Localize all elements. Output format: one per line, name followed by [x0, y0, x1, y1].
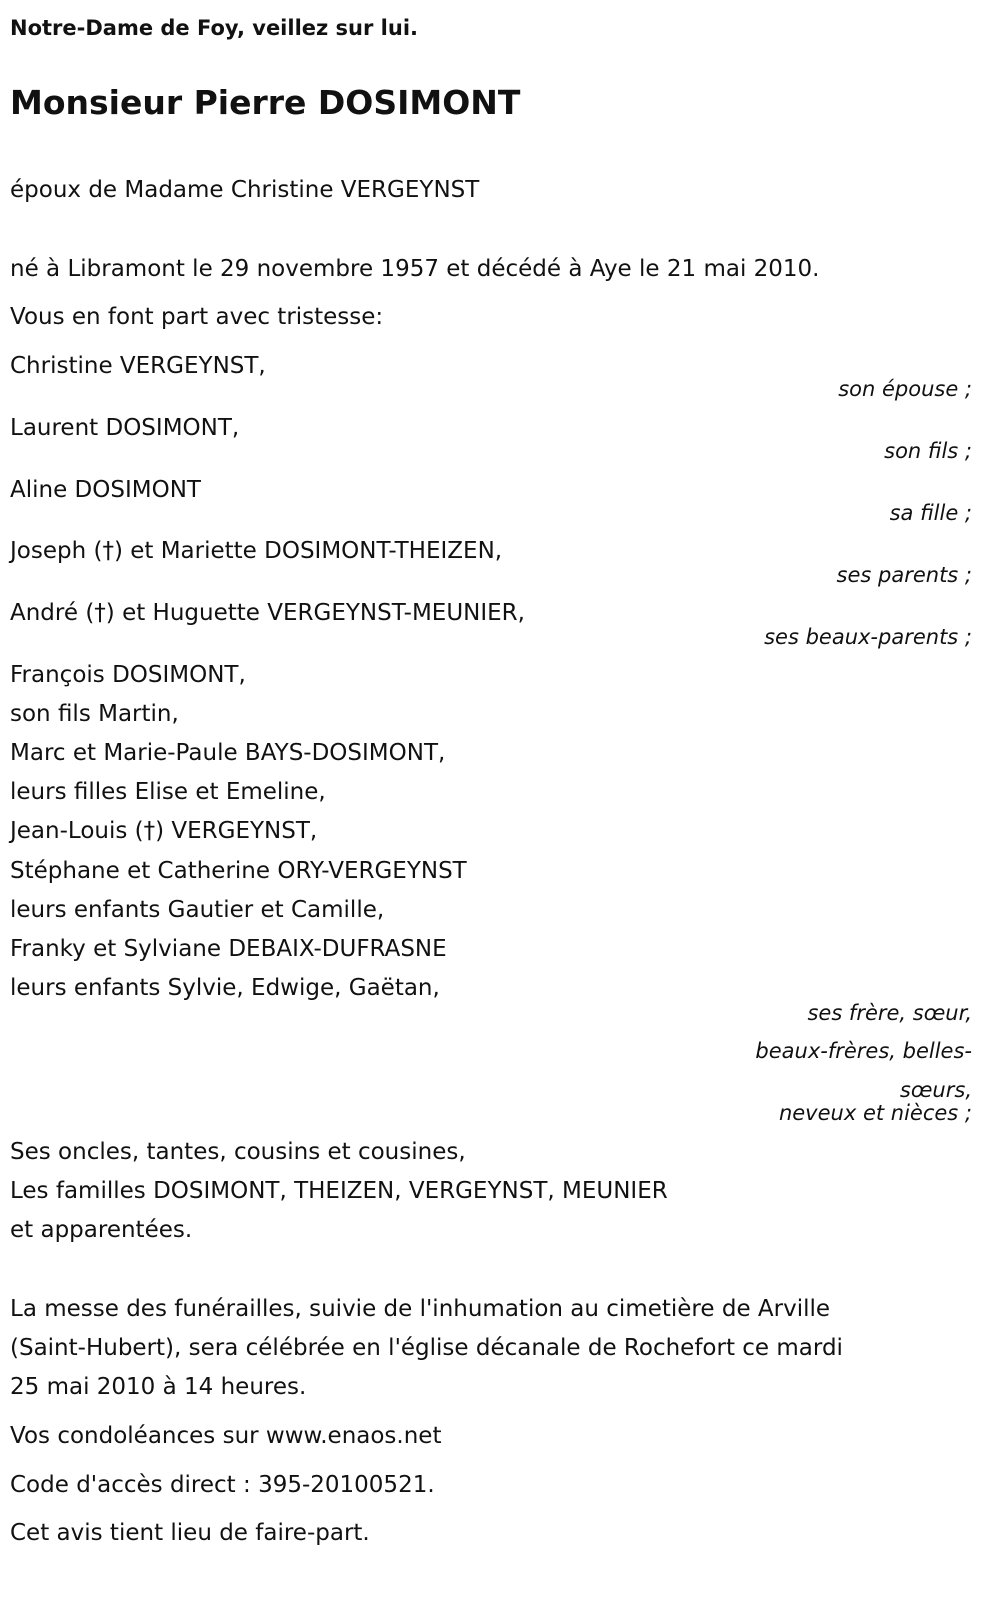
sibling-line: son fils Martin,	[10, 701, 179, 727]
sibling-line: François DOSIMONT,	[10, 662, 246, 688]
prayer-header: Notre-Dame de Foy, veillez sur lui.	[10, 16, 418, 40]
siblings-relation: neveux et nièces ;	[778, 1101, 972, 1125]
ceremony-line: La messe des funérailles, suivie de l'inhumation au cimetière de Arville	[10, 1296, 831, 1322]
family-relation: son fils ;	[884, 439, 972, 463]
others-line: Les familles DOSIMONT, THEIZEN, VERGEYNST, MEUNIER	[10, 1178, 668, 1204]
siblings-relation: sœurs,	[899, 1078, 972, 1102]
sibling-line: Marc et Marie-Paule BAYS-DOSIMONT,	[10, 740, 446, 766]
siblings-relation: ses frère, sœur,	[807, 1001, 972, 1025]
family-name: Christine VERGEYNST,	[10, 353, 266, 379]
siblings-relation: beaux-frères, belles-	[755, 1039, 972, 1063]
family-name: Aline DOSIMONT	[10, 477, 201, 503]
access-code-line: Code d'accès direct : 395-20100521.	[10, 1472, 435, 1498]
sibling-line: Stéphane et Catherine ORY-VERGEYNST	[10, 858, 467, 884]
family-relation: sa fille ;	[889, 501, 972, 525]
closing-line: Cet avis tient lieu de faire-part.	[10, 1520, 370, 1546]
others-line: et apparentées.	[10, 1217, 193, 1243]
others-line: Ses oncles, tantes, cousins et cousines,	[10, 1139, 466, 1165]
family-relation: son épouse ;	[838, 377, 972, 401]
family-relation: ses beaux-parents ;	[764, 625, 972, 649]
sibling-line: leurs enfants Gautier et Camille,	[10, 897, 385, 923]
birth-death-line: né à Libramont le 29 novembre 1957 et décédé à Aye le 21 mai 2010.	[10, 256, 820, 282]
spouse-line: époux de Madame Christine VERGEYNST	[10, 177, 480, 203]
family-name: Joseph (†) et Mariette DOSIMONT-THEIZEN,	[10, 538, 503, 564]
condolences-line: Vos condoléances sur www.enaos.net	[10, 1423, 442, 1449]
family-relation: ses parents ;	[836, 563, 972, 587]
sibling-line: Franky et Sylviane DEBAIX-DUFRASNE	[10, 936, 447, 962]
family-name: André (†) et Huguette VERGEYNST-MEUNIER,	[10, 600, 525, 626]
ceremony-line: (Saint-Hubert), sera célébrée en l'église décanale de Rochefort ce mardi	[10, 1335, 843, 1361]
deceased-name: Monsieur Pierre DOSIMONT	[10, 83, 521, 122]
sibling-line: leurs filles Elise et Emeline,	[10, 779, 326, 805]
family-name: Laurent DOSIMONT,	[10, 415, 240, 441]
ceremony-line: 25 mai 2010 à 14 heures.	[10, 1374, 307, 1400]
sibling-line: leurs enfants Sylvie, Edwige, Gaëtan,	[10, 975, 440, 1001]
intro-line: Vous en font part avec tristesse:	[10, 304, 384, 330]
sibling-line: Jean-Louis (†) VERGEYNST,	[10, 818, 318, 844]
